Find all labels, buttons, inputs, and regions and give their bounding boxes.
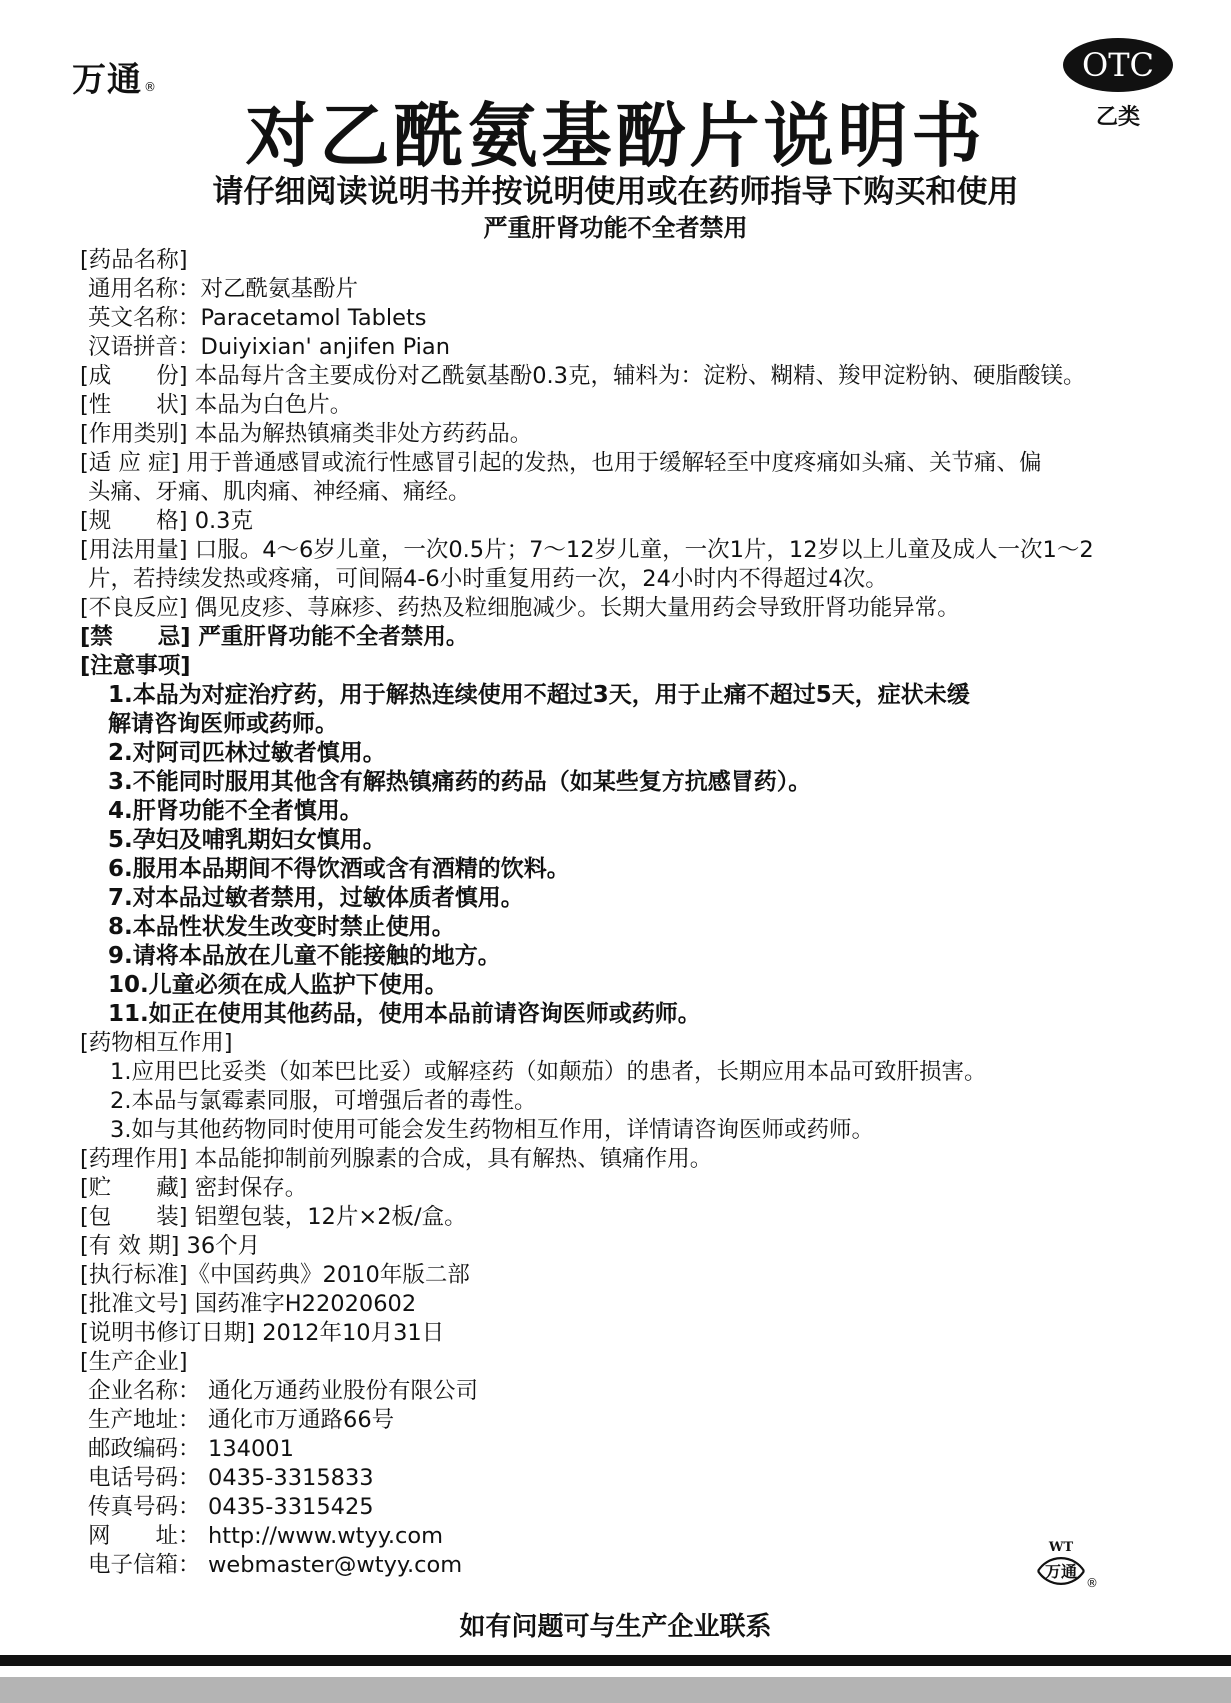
- otc-class: 乙类: [1095, 105, 1140, 130]
- validity: [有 效 期] 36个月: [80, 1233, 261, 1259]
- website-link[interactable]: http://www.wtyy.com: [208, 1523, 444, 1549]
- indications-continued: 头痛、牙痛、肌肉痛、神经痛、痛经。: [88, 479, 471, 505]
- manufacturer-row: [80, 1377, 1160, 1406]
- interaction-item: 3.如与其他药物同时使用可能会发生药物相互作用，详情请咨询医师或药师。: [110, 1117, 874, 1143]
- appearance: [性 状] 本品为白色片。: [80, 392, 353, 418]
- contraindications: [禁 忌] 严重肝肾功能不全者禁用。: [80, 624, 469, 650]
- manufacturer-row: [80, 1464, 1160, 1493]
- document-title: 对乙酰氨基酚片说明书: [245, 94, 986, 177]
- precaution-item: 3.不能同时服用其他含有解热镇痛药的药品（如某些复方抗感冒药）。: [108, 769, 812, 795]
- approval-number: [批准文号] 国药准字H22020602: [80, 1291, 417, 1317]
- adverse-reactions: [不良反应] 偶见皮疹、荨麻疹、药热及粒细胞减少。长期大量用药会导致肝肾功能异常。: [80, 595, 960, 621]
- standard: [执行标准]《中国药典》2010年版二部: [80, 1262, 470, 1288]
- dosage: [用法用量] 口服。4～6岁儿童，一次0.5片；7～12岁儿童，一次1片，12岁以上儿童及成人一次1～2: [80, 537, 1094, 563]
- drug-category: [作用类别] 本品为解热镇痛类非处方药药品。: [80, 421, 533, 447]
- seal-top-text: WT: [1048, 1540, 1074, 1555]
- package: [包 装] 铝塑包装，12片×2板/盒。: [80, 1204, 467, 1230]
- manufacturer-row: [80, 1551, 1160, 1580]
- manufacturer-row: [80, 1435, 1160, 1464]
- seal-registered-mark: ®: [1086, 1576, 1098, 1590]
- field-value: 134001: [208, 1436, 294, 1462]
- footer-rule-gray: [0, 1677, 1231, 1703]
- precaution-item: 6.服用本品期间不得饮酒或含有酒精的饮料。: [108, 856, 570, 882]
- storage: [贮 藏] 密封保存。: [80, 1175, 308, 1201]
- field-label: 电话号码：: [88, 1465, 201, 1491]
- indications: [适 应 症] 用于普通感冒或流行性感冒引起的发热，也用于缓解轻至中度疼痛如头痛、关节痛、偏: [80, 450, 1042, 476]
- registered-mark: ®: [144, 80, 157, 94]
- leaflet-body: [80, 246, 1160, 1580]
- contraindication-notice: 严重肝肾功能不全者禁用: [483, 214, 748, 242]
- interaction-item: 1.应用巴比妥类（如苯巴比妥）或解痉药（如颠茄）的患者，长期应用本品可致肝损害。: [110, 1059, 987, 1085]
- field-value: 0435-3315425: [208, 1494, 374, 1520]
- precaution-item: 4.肝肾功能不全者慎用。: [108, 798, 363, 824]
- field-label: 生产地址：: [88, 1407, 201, 1433]
- usage-notice: 请仔细阅读说明书并按说明使用或在药师指导下购买和使用: [212, 174, 1019, 210]
- english-name: 英文名称：Paracetamol Tablets: [88, 305, 427, 331]
- pharmacology: [药理作用] 本品能抑制前列腺素的合成，具有解热、镇痛作用。: [80, 1146, 713, 1172]
- interactions-heading: [药物相互作用]: [80, 1030, 233, 1056]
- field-label: 传真号码：: [88, 1494, 201, 1520]
- manufacturer-row: [80, 1493, 1160, 1522]
- footer-contact-note: 如有问题可与生产企业联系: [459, 1612, 772, 1642]
- seal-bottom-text: 万通: [1044, 1562, 1078, 1581]
- precaution-item: 8.本品性状发生改变时禁止使用。: [108, 914, 455, 940]
- field-label: 电子信箱：: [88, 1552, 201, 1578]
- field-value: 通化万通药业股份有限公司: [208, 1378, 479, 1404]
- brand-name: 万通: [72, 60, 142, 100]
- otc-badge: [1063, 38, 1173, 92]
- manufacturer-row: [80, 1522, 1160, 1551]
- field-value: 0435-3315833: [208, 1465, 374, 1491]
- section-heading: [药品名称]: [80, 247, 188, 273]
- pinyin-name: 汉语拼音：Duiyixian' anjifen Pian: [88, 334, 450, 360]
- composition: [成 份] 本品每片含主要成份对乙酰氨基酚0.3克，辅料为：淀粉、糊精、羧甲淀粉钠、硬脂酸镁。: [80, 363, 1086, 389]
- dosage-continued: 片，若持续发热或疼痛，可间隔4-6小时重复用药一次，24小时内不得超过4次。: [88, 566, 888, 592]
- precaution-item: 5.孕妇及哺乳期妇女慎用。: [108, 827, 386, 853]
- precaution-item: 10.儿童必须在成人监护下使用。: [108, 972, 448, 998]
- precautions-heading: [注意事项]: [80, 653, 191, 679]
- manufacturer-row: [80, 1406, 1160, 1435]
- interaction-item: 2.本品与氯霉素同服，可增强后者的毒性。: [110, 1088, 537, 1114]
- field-label: 邮政编码：: [88, 1436, 201, 1462]
- precaution-item: 解请咨询医师或药师。: [108, 711, 338, 737]
- manufacturer-heading: [生产企业]: [80, 1349, 188, 1375]
- generic-name: 通用名称：对乙酰氨基酚片: [88, 276, 359, 302]
- precaution-item: 1.本品为对症治疗药，用于解热连续使用不超过3天，用于止痛不超过5天，症状未缓: [108, 682, 970, 708]
- email-link[interactable]: webmaster@wtyy.com: [208, 1552, 463, 1578]
- field-label: 企业名称：: [88, 1378, 201, 1404]
- field-label: 网 址：: [88, 1523, 201, 1549]
- precaution-item: 11.如正在使用其他药品，使用本品前请咨询医师或药师。: [108, 1001, 701, 1027]
- revision-date: [说明书修订日期] 2012年10月31日: [80, 1320, 445, 1346]
- otc-oval: OTC: [1063, 38, 1173, 92]
- footer-rule-black: [0, 1655, 1231, 1666]
- precaution-item: 2.对阿司匹林过敏者慎用。: [108, 740, 386, 766]
- field-value: 通化市万通路66号: [208, 1407, 395, 1433]
- precaution-item: 7.对本品过敏者禁用，过敏体质者慎用。: [108, 885, 524, 911]
- precaution-item: 9.请将本品放在儿童不能接触的地方。: [108, 943, 501, 969]
- specification: [规 格] 0.3克: [80, 508, 253, 534]
